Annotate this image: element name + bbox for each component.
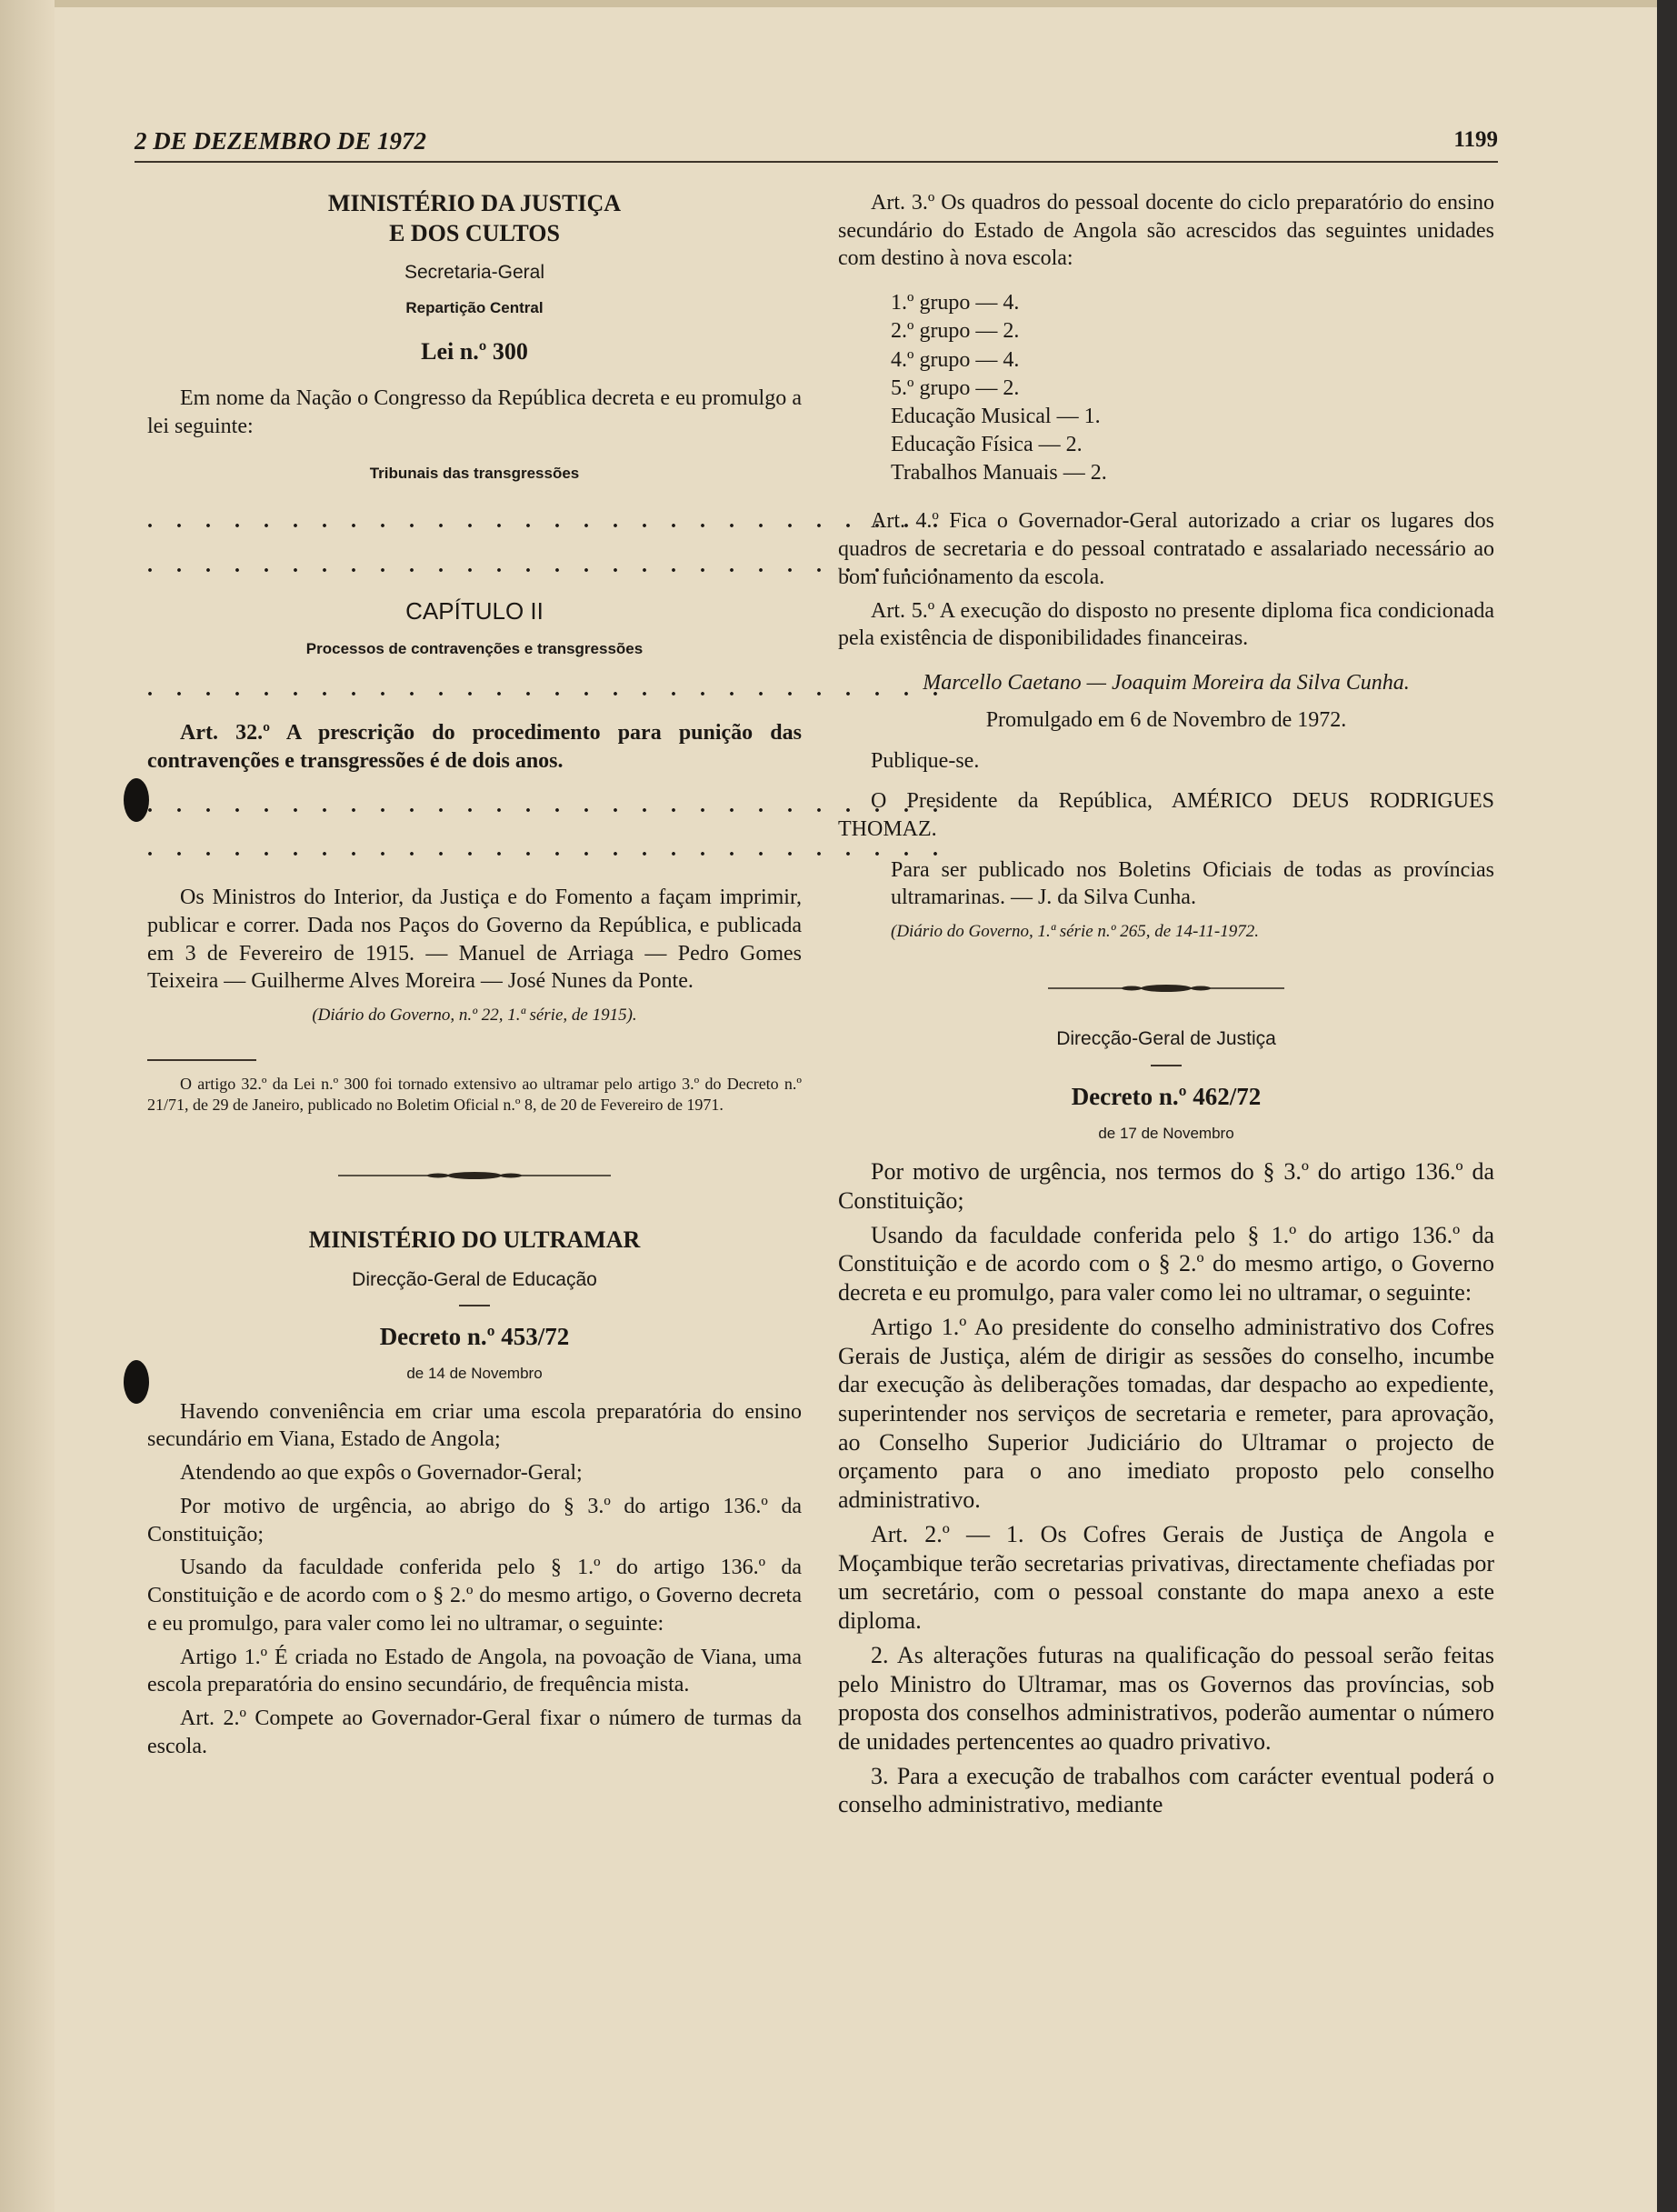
- list-item: Educação Física — 2.: [891, 433, 1083, 457]
- decreto-462-artigo-1: Artigo 1.º Ao presidente do conselho administrativo dos Cofres Gerais de Justiça, além de dirigir as sessões do conselho, incumbe dar execução às deliberações tomadas, dar despacho ao expediente, superintender nos serviços de secretaria e remeter, para aprovação, ao Conselho Superior Judiciário do Ultramar o projecto de orçamento para o ano imediato proposto pelo conselho administrativo.: [838, 1313, 1494, 1514]
- art32-text: Art. 32.º A prescrição do procedimento para punição das contravenções e transgressões é de dois anos.: [147, 721, 802, 773]
- presidente-line: O Presidente da República, AMÉRICO DEUS RODRIGUES THOMAZ.: [838, 789, 1494, 841]
- section-ornament-right: [838, 974, 1494, 1002]
- page-top-edge: [55, 0, 1657, 7]
- publique-line: Publique-se.: [871, 748, 980, 773]
- direccao-educacao-heading: Direcção-Geral de Educação: [352, 1268, 597, 1290]
- ellipsis-row-5: . . . . . . . . . . . . . . . . . . . . . . . . . . . .: [147, 837, 947, 862]
- decreto-453-date: de 14 de Novembro: [406, 1365, 543, 1383]
- ministry-ultramar-title: MINISTÉRIO DO ULTRAMAR: [308, 1226, 641, 1254]
- right-column: [838, 189, 1494, 1825]
- list-item: 4.º grupo — 4.: [891, 347, 1020, 372]
- short-rule: [1151, 1065, 1182, 1066]
- decreto-462-title: Decreto n.º 462/72: [1071, 1083, 1262, 1110]
- ornament-rule-icon: [1048, 983, 1284, 994]
- decreto-462-item-3: 3. Para a execução de trabalhos com carácter eventual poderá o conselho administrativo, mediante: [838, 1762, 1494, 1818]
- secretaria-heading: Secretaria-Geral: [404, 262, 545, 283]
- punch-hole-bottom: [124, 1360, 149, 1404]
- decreto-462-para-2: Usando da faculdade conferida pelo § 1.º do artigo 136.º da Constituição e de acordo com o § 2.º do mesmo artigo, o Governo decreta e eu promulgo, para valer como lei no ultramar, o seguinte:: [838, 1221, 1494, 1306]
- capitulo-heading: CAPÍTULO II: [405, 596, 544, 625]
- footnote: O artigo 32.º da Lei n.º 300 foi tornado extensivo ao ultramar pelo artigo 3.º do Decreto n.º 21/71, de 29 de Janeiro, publicado no Boletim Oficial n.º 8, de 20 de Fevereiro de 1971.: [147, 1075, 802, 1115]
- list-item: 5.º grupo — 2.: [891, 375, 1020, 400]
- ministros-citation: (Diário do Governo, n.º 22, 1.ª série, de 1915).: [312, 1006, 637, 1025]
- art3-text: Art. 3.º Os quadros do pessoal docente do ciclo preparatório do ensino secundário do Estado de Angola são acrescidos das seguintes unidades com destino à nova escola:: [838, 191, 1494, 271]
- ellipsis-row-4: . . . . . . . . . . . . . . . . . . . . . . . . . . . .: [147, 793, 947, 817]
- ministry-title-line-1: MINISTÉRIO DA JUSTIÇA: [327, 190, 622, 216]
- list-item: 2.º grupo — 2.: [891, 319, 1020, 344]
- art4-text: Art. 4.º Fica o Governador-Geral autorizado a criar os lugares dos quadros de secretaria e do pessoal contratado e assalariado necessário ao bom funcionamento da escola.: [838, 509, 1494, 589]
- short-rule: [459, 1305, 490, 1306]
- direccao-justica-heading: Direcção-Geral de Justiça: [1056, 1028, 1276, 1050]
- processos-heading: Processos de contravenções e transgressões: [305, 639, 644, 657]
- punch-hole-top: [124, 778, 149, 822]
- decreto-453-para-1: Havendo conveniência em criar uma escola preparatória do ensino secundário em Viana, Estado de Angola;: [147, 1399, 802, 1452]
- decreto-453-title: Decreto n.º 453/72: [379, 1323, 570, 1351]
- ellipsis-row-1: . . . . . . . . . . . . . . . . . . . . . . . . . . . .: [147, 509, 947, 534]
- promulgado-line: Promulgado em 6 de Novembro de 1972.: [985, 707, 1347, 732]
- tribunais-heading: Tribunais das transgressões: [369, 465, 580, 483]
- art5-text: Art. 5.º A execução do disposto no presente diploma fica condicionada pela existência de disponibilidades financeiras.: [838, 598, 1494, 651]
- decreto-462-date: de 17 de Novembro: [1098, 1124, 1234, 1142]
- page-header: [135, 127, 1498, 163]
- ministry-title-line-2: E DOS CULTOS: [389, 219, 560, 246]
- decreto-462-item-2: 2. As alterações futuras na qualificação do pessoal serão feitas pelo Ministro do Ultramar, mas os Governos das províncias, sob proposta dos conselhos administrativos, poderão aumentar o número de unidades pertencentes ao quadro privativo.: [838, 1641, 1494, 1755]
- decreto-462-artigo-2: Art. 2.º — 1. Os Cofres Gerais de Justiça de Angola e Moçambique terão secretarias privativas, directamente chefiadas por um secretário, com o pessoal constante do mapa anexo a este diploma.: [838, 1520, 1494, 1635]
- decreto-453-artigo-2: Art. 2.º Compete ao Governador-Geral fixar o número de turmas da escola.: [147, 1706, 802, 1758]
- list-item: 1.º grupo — 4.: [891, 291, 1020, 315]
- ornament-rule-icon: [338, 1170, 611, 1181]
- lei-intro: Em nome da Nação o Congresso da República decreta e eu promulgo a lei seguinte:: [147, 385, 802, 438]
- decreto-462-para-1: Por motivo de urgência, nos termos do § 3.º do artigo 136.º da Constituição;: [838, 1158, 1494, 1215]
- ministros-text: Os Ministros do Interior, da Justiça e do Fomento a façam imprimir, publicar e correr. Dada nos Paços do Governo da República, e publicada em 3 de Fevereiro de 1915. — Manuel de Arriaga — Pedro Gomes Teixeira — Guilherme Alves Moreira — José Nunes da Ponte.: [147, 886, 802, 994]
- decreto-453-para-2: Atendendo ao que expôs o Governador-Geral;: [180, 1461, 583, 1486]
- reparticao-heading: Repartição Central: [405, 298, 544, 316]
- right-citation: (Diário do Governo, 1.ª série n.º 265, de 14-11-1972.: [891, 922, 1259, 942]
- note-rule: [147, 1059, 256, 1061]
- list-item: Trabalhos Manuais — 2.: [891, 461, 1107, 485]
- list-item: Educação Musical — 1.: [891, 404, 1101, 428]
- decreto-453-artigo-1: Artigo 1.º É criada no Estado de Angola, na povoação de Viana, uma escola preparatória do ensino secundário, de frequência mista.: [147, 1645, 802, 1697]
- decreto-453-para-3: Por motivo de urgência, ao abrigo do § 3.º do artigo 136.º da Constituição;: [147, 1494, 802, 1546]
- page-number: 1199: [1453, 127, 1498, 152]
- publicado-line: Para ser publicado nos Boletins Oficiais de todas as províncias ultramarinas. — J. da Silva Cunha.: [891, 857, 1494, 910]
- unidades-list: [891, 289, 1494, 487]
- signatures: Marcello Caetano — Joaquim Moreira da Silva Cunha.: [923, 671, 1410, 696]
- ellipsis-row-3: . . . . . . . . . . . . . . . . . . . . . . . . . . . .: [147, 676, 947, 701]
- section-ornament: [147, 1161, 802, 1189]
- ellipsis-row-2: . . . . . . . . . . . . . . . . . . . . . . . . . . . .: [147, 553, 947, 577]
- decreto-453-para-4: Usando da faculdade conferida pelo § 1.º do artigo 136.º da Constituição e de acordo com o § 2.º do mesmo artigo, o Governo decreta e eu promulgo, para valer como lei no ultramar, o seguinte:: [147, 1556, 802, 1636]
- lei-title: Lei n.º 300: [421, 337, 528, 365]
- header-date: 2 DE DEZEMBRO DE 1972: [135, 127, 427, 155]
